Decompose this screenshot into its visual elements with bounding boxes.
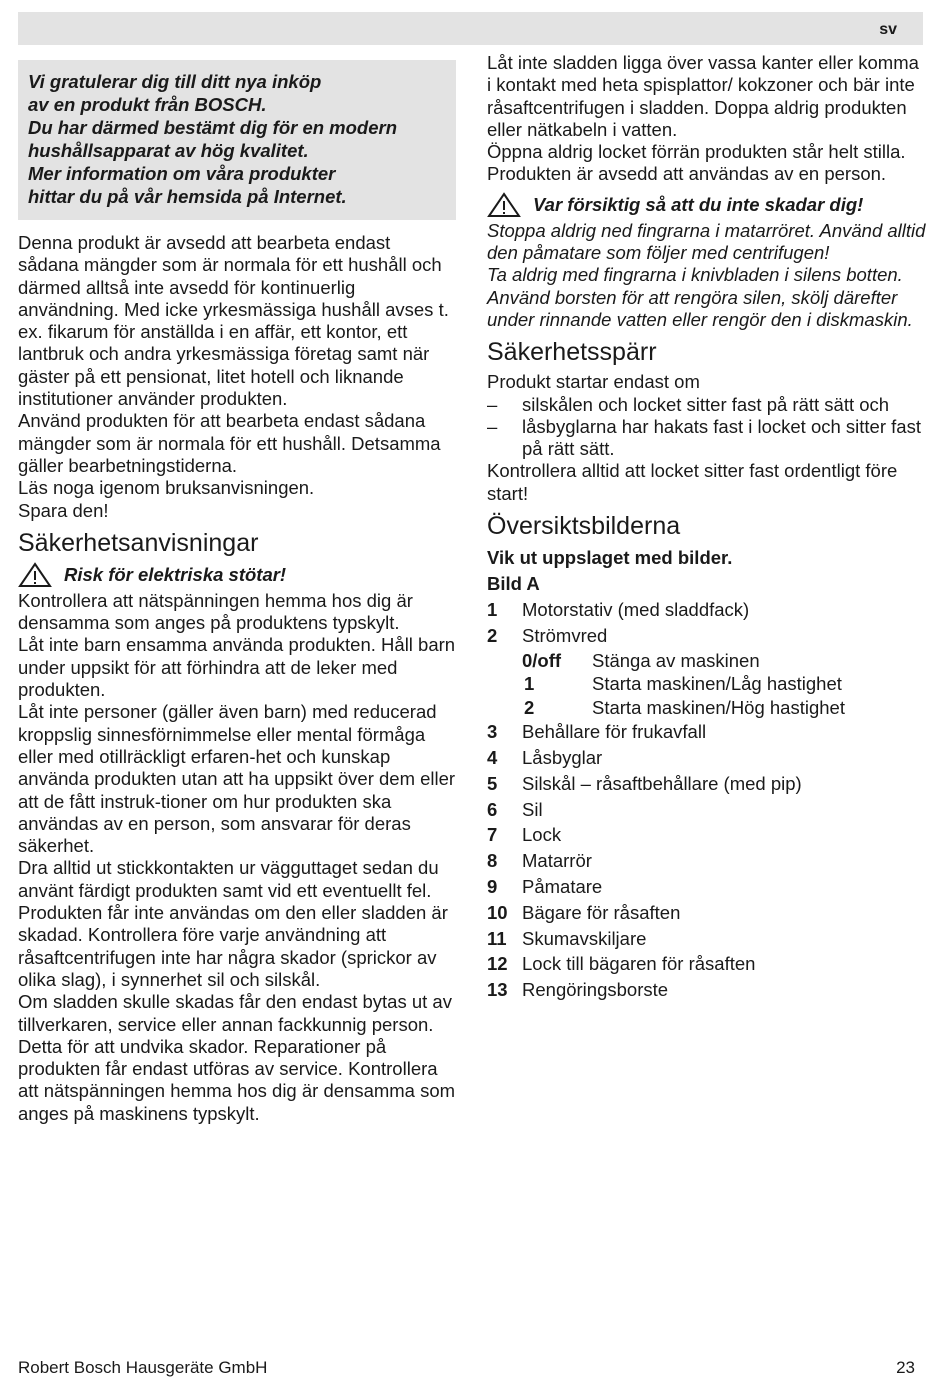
part-number: 6 [487,798,498,820]
right-column [487,52,927,1003]
part-number: 2 [487,624,498,646]
list-item [487,623,927,649]
part-name: Lock till bägaren för råsaften [522,953,756,975]
dash-marker: – [487,415,498,437]
injury-paragraph: Stoppa aldrig ned fingrarna i matarröret. Använd alltid den påmatare som följer med centrifugen! [487,219,926,264]
list-item [487,394,927,416]
paragraph-quantities: Använd produkten för att bearbeta endast sådana mängder som är normala för ett hushåll. Detsamma gäller bearbetningstiderna. [18,410,441,476]
part-name: Strömvred [522,624,608,646]
setting-text: Starta maskinen/Hög hastighet [592,696,845,718]
part-number: 4 [487,746,498,768]
parts-list [487,597,927,649]
safety-paragraph: Om sladden skulle skadas får den endast bytas ut av tillverkaren, service eller annan fackkunnig person. Detta för att undvika skador. Reparationer på produkten får endast utföras av service. Kontrollera att nätspänningen hemma hos dig är densamma som anges på maskinens typskylt. [18,991,456,1124]
intro-line: av en produkt från BOSCH. [28,94,267,115]
warning-shock-text: Risk för elektriska stötar! [64,563,287,585]
header-bar [18,12,923,45]
footer-company: Robert Bosch Hausgeräte GmbH [18,1358,268,1377]
paragraph-keep: Spara den! [18,499,109,521]
part-name: Rengöringsborste [522,979,669,1001]
safety-paragraph: Låt inte barn ensamma använda produkten. Håll barn under uppsikt för att förhindra att de leker med produkten. [18,634,456,701]
safety-paragraph: Låt inte personer (gäller även barn) med reducerad kroppslig sinnesförnimmelse eller mental förmåga eller med otillräckligt erfaren-het och kunskap använda produkten utan att ha uppsikt över dem eller att de fått instruk-tioner om hur produkten ska användas av en person, som ansvarar för deras säkerhet. [18,701,456,857]
list-item [487,797,927,823]
list-item [487,977,927,1003]
part-name: Sil [522,798,543,820]
list-item [487,874,927,900]
warning-injury [487,192,927,218]
part-name: Behållare för frukavfall [522,721,707,743]
left-column [18,60,456,1125]
part-number: 13 [487,979,508,1001]
setting-text: Starta maskinen/Låg hastighet [592,673,842,695]
part-number: 3 [487,721,498,743]
part-number: 11 [487,927,507,949]
switch-setting [487,672,927,696]
safety-paragraph: Kontrollera att nätspänningen hemma hos dig är densamma som anges på produktens typskylt. [18,589,413,634]
list-item-text: silskålen och locket sitter fast på rätt sätt och [522,393,890,415]
list-item [487,416,927,461]
part-number: 5 [487,772,498,794]
part-name: Bägare för råsaften [522,901,681,923]
part-name: Lock [522,824,562,846]
lock-conditions-list [487,394,927,461]
list-item [487,822,927,848]
warning-shock [18,562,456,588]
part-number: 1 [487,599,498,621]
part-name: Motorstativ (med sladdfack) [522,599,750,621]
setting-key: 0/off [522,649,562,671]
list-item [487,745,927,771]
page-number: 23 [896,1358,915,1377]
paragraph-household-use: Denna produkt är avsedd att bearbeta endast sådana mängder som är normala för ett hushåll och därmed alltså inte avsedd för kontinuerlig användning. Med icke yrkesmässiga hushåll avses t. ex. fikarum för anställda i en affär, ett kontor, ett lantbruk och andra yrkesmässiga företag samt när gäster på ett pensionat, litet hotell och liknande institutioner använder produkten. [18,232,449,410]
part-name: Silskål – råsaftbehållare (med pip) [522,772,802,794]
list-item [487,926,927,952]
list-item [487,848,927,874]
setting-text: Stänga av maskinen [592,649,760,671]
safety-paragraph: Produkten får inte användas om den eller sladden är skadad. Kontrollera före varje användning att råsaftcentrifugen inte har några skador (sprickor av olika slag), i synnerhet sil och silskål. [18,902,448,990]
part-name: Matarrör [522,850,592,872]
part-number: 7 [487,824,498,846]
list-item [487,951,927,977]
part-name: Skumavskiljare [522,927,647,949]
one-person-paragraph: Produkten är avsedd att användas av en person. [487,163,887,185]
switch-settings [487,649,927,720]
warning-triangle-icon [18,562,52,588]
list-item [487,900,927,926]
intro-line: Vi gratulerar dig till ditt nya inköp [28,71,322,92]
setting-key: 1 [524,673,535,695]
list-item [487,771,927,797]
list-item [487,597,927,623]
part-number: 12 [487,953,508,975]
paragraph-read-manual: Läs noga igenom bruksanvisningen. [18,477,315,499]
injury-paragraph: Ta aldrig med fingrarna i knivbladen i silens botten. Använd borsten för att rengöra silen, skölj därefter under rinnande vatten eller rengör den i diskmaskin. [487,264,913,330]
intro-line: Mer information om våra produkter [28,163,336,184]
switch-setting [487,649,927,673]
lock-note: Kontrollera alltid att locket sitter fast ordentligt före start! [487,460,898,504]
intro-line: Du har därmed bestämt dig för en modern [28,117,398,138]
safety-paragraph: Dra alltid ut stickkontakten ur vägguttaget sedan du använt färdigt produkten samt vid ett eventuellt fel. [18,857,439,901]
warning-injury-text: Var försiktig så att du inte skadar dig! [533,193,864,215]
intro-box [18,60,456,220]
lock-intro: Produkt startar endast om [487,371,700,393]
lock-heading: Säkerhetsspärr [487,338,657,367]
dash-marker: – [487,393,498,415]
lid-paragraph: Öppna aldrig locket förrän produkten står helt stilla. [487,141,906,163]
intro-line: hushållsapparat av hög kvalitet. [28,140,309,161]
parts-list [487,719,927,1003]
fold-out-note: Vik ut uppslaget med bilder. [487,547,733,569]
part-number: 8 [487,850,498,872]
intro-line: hittar du på vår hemsida på Internet. [28,186,347,207]
switch-setting [487,696,927,720]
safety-heading: Säkerhetsanvisningar [18,528,259,557]
cord-paragraph: Låt inte sladden ligga över vassa kanter eller komma i kontakt med heta spisplattor/ kokzoner och bär inte råsaftcentrifugen i sladden. Doppa aldrig produkten eller nätkabeln i vatten. [487,52,919,140]
setting-key: 2 [524,696,535,718]
warning-triangle-icon [487,192,521,218]
part-name: Låsbyglar [522,746,603,768]
figure-label: Bild A [487,573,540,595]
list-item [487,719,927,745]
part-number: 10 [487,901,508,923]
part-name: Påmatare [522,875,603,897]
list-item-text: låsbyglarna har hakats fast i locket och sitter fast på rätt sätt. [522,415,921,460]
language-code: sv [879,21,897,38]
overview-heading: Översiktsbilderna [487,512,681,541]
part-number: 9 [487,875,498,897]
